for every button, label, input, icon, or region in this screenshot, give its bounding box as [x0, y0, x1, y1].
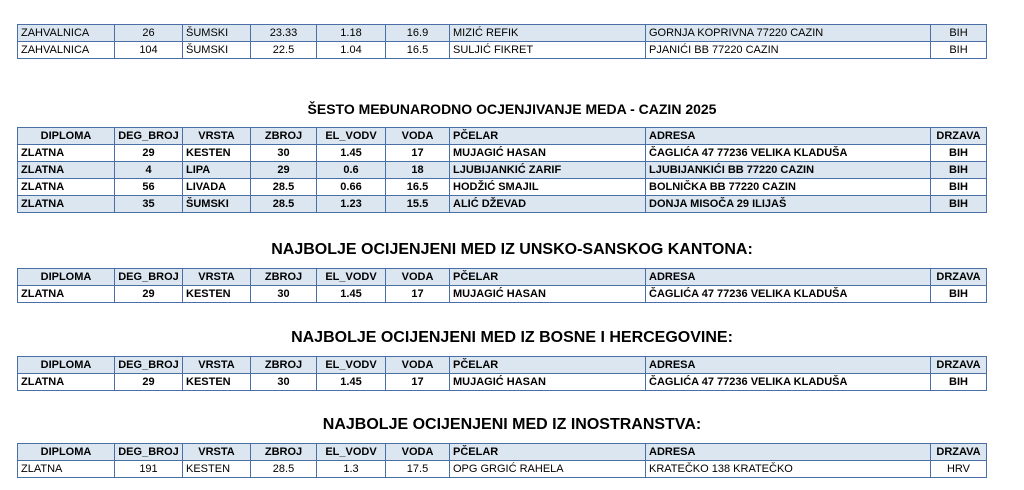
header-drzava: DRZAVA	[931, 269, 987, 286]
header-pcelar: PČELAR	[450, 444, 646, 461]
table-row	[18, 162, 987, 179]
table-row	[18, 42, 987, 59]
cell-diploma: ZLATNA	[18, 461, 115, 478]
cell-adresa: ČAGLIĆA 47 77236 VELIKA KLADUŠA	[646, 145, 931, 162]
cell-zbroj: 28.5	[251, 461, 317, 478]
header-adresa: ADRESA	[646, 357, 931, 374]
cell-vrsta: KESTEN	[183, 374, 251, 391]
cell-el-vodv: 0.66	[317, 179, 386, 196]
cell-vrsta: ŠUMSKI	[183, 42, 251, 59]
cell-diploma: ZLATNA	[18, 374, 115, 391]
cell-zbroj: 28.5	[251, 179, 317, 196]
header-voda: VODA	[386, 269, 450, 286]
cell-drzava: BIH	[931, 196, 987, 213]
header-zbroj: ZBROJ	[251, 357, 317, 374]
table-header	[18, 128, 987, 145]
cell-adresa: DONJA MISOČA 29 ILIJAŠ	[646, 196, 931, 213]
cell-deg-broj: 35	[115, 196, 183, 213]
header-zbroj: ZBROJ	[251, 269, 317, 286]
cell-voda: 15.5	[386, 196, 450, 213]
header-deg-broj: DEG_BROJ	[115, 357, 183, 374]
cell-voda: 17.5	[386, 461, 450, 478]
header-deg-broj: DEG_BROJ	[115, 269, 183, 286]
table-row	[18, 374, 987, 391]
header-adresa: ADRESA	[646, 444, 931, 461]
header-el-vodv: EL_VODV	[317, 128, 386, 145]
header-row	[18, 269, 987, 286]
cell-diploma: ZLATNA	[18, 145, 115, 162]
cell-el-vodv: 0.6	[317, 162, 386, 179]
cell-el-vodv: 1.18	[317, 25, 386, 42]
cell-deg-broj: 29	[115, 145, 183, 162]
cell-adresa: KRATEČKO 138 KRATEČKO	[646, 461, 931, 478]
cell-voda: 18	[386, 162, 450, 179]
cell-drzava: BIH	[931, 374, 987, 391]
table-header	[18, 357, 987, 374]
cell-pcelar: HODŽIĆ SMAJIL	[450, 179, 646, 196]
header-voda: VODA	[386, 357, 450, 374]
cell-pcelar: LJUBIJANKIĆ ZARIF	[450, 162, 646, 179]
table-row	[18, 179, 987, 196]
cell-zbroj: 30	[251, 374, 317, 391]
cell-voda: 17	[386, 145, 450, 162]
cell-pcelar: MUJAGIĆ HASAN	[450, 286, 646, 303]
cell-vrsta: KESTEN	[183, 145, 251, 162]
header-el-vodv: EL_VODV	[317, 444, 386, 461]
cell-deg-broj: 56	[115, 179, 183, 196]
cell-el-vodv: 1.45	[317, 286, 386, 303]
cell-vrsta: ŠUMSKI	[183, 196, 251, 213]
abroad-results-table	[17, 443, 987, 478]
cell-drzava: HRV	[931, 461, 987, 478]
table-header	[18, 444, 987, 461]
top-table-body	[18, 25, 987, 59]
cell-zbroj: 23.33	[251, 25, 317, 42]
abroad-table-body	[18, 461, 987, 478]
cell-vrsta: KESTEN	[183, 286, 251, 303]
cell-pcelar: MUJAGIĆ HASAN	[450, 374, 646, 391]
header-el-vodv: EL_VODV	[317, 269, 386, 286]
cell-diploma: ZAHVALNICA	[18, 42, 115, 59]
table-row	[18, 286, 987, 303]
cell-voda: 16.9	[386, 25, 450, 42]
cell-drzava: BIH	[931, 42, 987, 59]
section-title-abroad: NAJBOLJE OCIJENJENI MED IZ INOSTRANSTVA:	[322, 416, 702, 433]
table-row	[18, 25, 987, 42]
cell-zbroj: 30	[251, 286, 317, 303]
cell-pcelar: OPG GRGIĆ RAHELA	[450, 461, 646, 478]
cell-zbroj: 28.5	[251, 196, 317, 213]
cell-zbroj: 30	[251, 145, 317, 162]
header-vrsta: VRSTA	[183, 444, 251, 461]
cell-voda: 17	[386, 286, 450, 303]
header-vrsta: VRSTA	[183, 269, 251, 286]
cell-pcelar: MIZIĆ REFIK	[450, 25, 646, 42]
cell-el-vodv: 1.04	[317, 42, 386, 59]
cell-diploma: ZLATNA	[18, 162, 115, 179]
cell-deg-broj: 4	[115, 162, 183, 179]
cell-deg-broj: 104	[115, 42, 183, 59]
header-pcelar: PČELAR	[450, 128, 646, 145]
competition-table-body	[18, 145, 987, 213]
cell-diploma: ZLATNA	[18, 286, 115, 303]
cell-el-vodv: 1.23	[317, 196, 386, 213]
cell-pcelar: ALIĆ DŽEVAD	[450, 196, 646, 213]
cell-pcelar: MUJAGIĆ HASAN	[450, 145, 646, 162]
cell-drzava: BIH	[931, 179, 987, 196]
competition-results-table	[17, 127, 987, 213]
cell-adresa: PJANIĆI BB 77220 CAZIN	[646, 42, 931, 59]
table-header	[18, 269, 987, 286]
header-adresa: ADRESA	[646, 128, 931, 145]
header-diploma: DIPLOMA	[18, 269, 115, 286]
header-diploma: DIPLOMA	[18, 444, 115, 461]
cell-adresa: BOLNIČKA BB 77220 CAZIN	[646, 179, 931, 196]
bih-table-body	[18, 374, 987, 391]
header-row	[18, 444, 987, 461]
cell-voda: 16.5	[386, 42, 450, 59]
cell-drzava: BIH	[931, 25, 987, 42]
top-continuation-table	[17, 24, 987, 59]
cell-adresa: ČAGLIĆA 47 77236 VELIKA KLADUŠA	[646, 374, 931, 391]
cell-deg-broj: 191	[115, 461, 183, 478]
header-diploma: DIPLOMA	[18, 128, 115, 145]
cell-zbroj: 22.5	[251, 42, 317, 59]
cell-adresa: ČAGLIĆA 47 77236 VELIKA KLADUŠA	[646, 286, 931, 303]
header-drzava: DRZAVA	[931, 128, 987, 145]
bih-results-table	[17, 356, 987, 391]
table-row	[18, 196, 987, 213]
usk-table-body	[18, 286, 987, 303]
header-drzava: DRZAVA	[931, 444, 987, 461]
cell-el-vodv: 1.45	[317, 374, 386, 391]
section-title-bih: NAJBOLJE OCIJENJENI MED IZ BOSNE I HERCEGOVINE:	[291, 329, 733, 346]
cell-drzava: BIH	[931, 286, 987, 303]
cell-voda: 16.5	[386, 179, 450, 196]
cell-voda: 17	[386, 374, 450, 391]
header-voda: VODA	[386, 444, 450, 461]
header-zbroj: ZBROJ	[251, 128, 317, 145]
header-el-vodv: EL_VODV	[317, 357, 386, 374]
header-drzava: DRZAVA	[931, 357, 987, 374]
cell-diploma: ZLATNA	[18, 179, 115, 196]
cell-vrsta: LIPA	[183, 162, 251, 179]
cell-zbroj: 29	[251, 162, 317, 179]
cell-diploma: ZAHVALNICA	[18, 25, 115, 42]
table-row	[18, 461, 987, 478]
header-vrsta: VRSTA	[183, 128, 251, 145]
header-row	[18, 128, 987, 145]
cell-vrsta: KESTEN	[183, 461, 251, 478]
cell-pcelar: SULJIĆ FIKRET	[450, 42, 646, 59]
header-diploma: DIPLOMA	[18, 357, 115, 374]
section-title-competition: ŠESTO MEĐUNARODNO OCJENJIVANJE MEDA - CAZIN 2025	[307, 101, 717, 117]
header-deg-broj: DEG_BROJ	[115, 444, 183, 461]
cell-adresa: GORNJA KOPRIVNA 77220 CAZIN	[646, 25, 931, 42]
header-row	[18, 357, 987, 374]
cell-drzava: BIH	[931, 162, 987, 179]
cell-vrsta: ŠUMSKI	[183, 25, 251, 42]
header-pcelar: PČELAR	[450, 269, 646, 286]
section-title-usk: NAJBOLJE OCIJENJENI MED IZ UNSKO-SANSKOG KANTONA:	[271, 241, 753, 258]
cell-deg-broj: 29	[115, 374, 183, 391]
cell-deg-broj: 26	[115, 25, 183, 42]
header-pcelar: PČELAR	[450, 357, 646, 374]
header-adresa: ADRESA	[646, 269, 931, 286]
cell-vrsta: LIVADA	[183, 179, 251, 196]
cell-drzava: BIH	[931, 145, 987, 162]
header-voda: VODA	[386, 128, 450, 145]
usk-results-table	[17, 268, 987, 303]
cell-el-vodv: 1.45	[317, 145, 386, 162]
cell-deg-broj: 29	[115, 286, 183, 303]
cell-adresa: LJUBIJANKIĆI BB 77220 CAZIN	[646, 162, 931, 179]
table-row	[18, 145, 987, 162]
header-vrsta: VRSTA	[183, 357, 251, 374]
header-deg-broj: DEG_BROJ	[115, 128, 183, 145]
cell-diploma: ZLATNA	[18, 196, 115, 213]
cell-el-vodv: 1.3	[317, 461, 386, 478]
header-zbroj: ZBROJ	[251, 444, 317, 461]
